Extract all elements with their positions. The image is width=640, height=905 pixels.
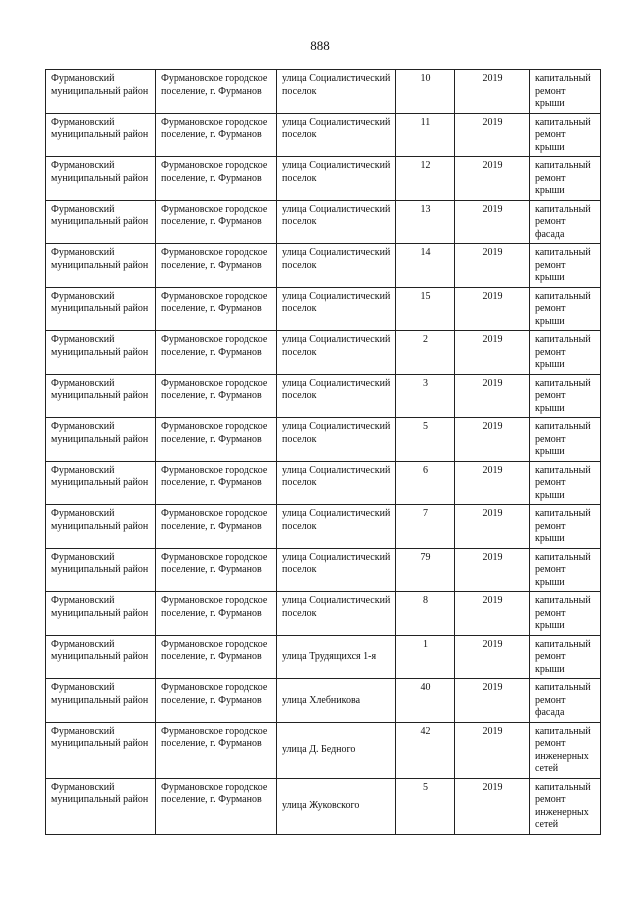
district-cell: Фурмановский муниципальный район: [46, 635, 156, 679]
house-number-cell: 8: [396, 592, 455, 636]
street-cell: улица Социалистический поселок: [277, 505, 396, 549]
table-row: [46, 722, 601, 778]
street-cell: улица Трудящихся 1-я: [277, 635, 396, 679]
year-cell: 2019: [455, 331, 530, 375]
house-number-cell: 11: [396, 113, 455, 157]
settlement-cell: Фурмановское городское поселение, г. Фурманов: [156, 331, 277, 375]
table-body: [46, 70, 601, 835]
housing-repair-table: [45, 69, 601, 835]
street-cell: улица Социалистический поселок: [277, 331, 396, 375]
year-cell: 2019: [455, 287, 530, 331]
year-cell: 2019: [455, 679, 530, 723]
table-row: [46, 592, 601, 636]
work-type-cell: капитальный ремонт крыши: [530, 461, 601, 505]
work-type-cell: капитальный ремонт крыши: [530, 592, 601, 636]
street-cell: улица Д. Бедного: [277, 722, 396, 778]
district-cell: Фурмановский муниципальный район: [46, 548, 156, 592]
settlement-cell: Фурмановское городское поселение, г. Фурманов: [156, 418, 277, 462]
street-cell: улица Хлебникова: [277, 679, 396, 723]
year-cell: 2019: [455, 722, 530, 778]
street-cell: улица Социалистический поселок: [277, 113, 396, 157]
work-type-cell: капитальный ремонт крыши: [530, 113, 601, 157]
work-type-cell: капитальный ремонт фасада: [530, 200, 601, 244]
settlement-cell: Фурмановское городское поселение, г. Фурманов: [156, 113, 277, 157]
work-type-cell: капитальный ремонт крыши: [530, 244, 601, 288]
district-cell: Фурмановский муниципальный район: [46, 418, 156, 462]
street-cell: улица Социалистический поселок: [277, 592, 396, 636]
district-cell: Фурмановский муниципальный район: [46, 70, 156, 114]
district-cell: Фурмановский муниципальный район: [46, 374, 156, 418]
settlement-cell: Фурмановское городское поселение, г. Фурманов: [156, 200, 277, 244]
table-row: [46, 374, 601, 418]
street-cell: улица Социалистический поселок: [277, 548, 396, 592]
work-type-cell: капитальный ремонт крыши: [530, 331, 601, 375]
district-cell: Фурмановский муниципальный район: [46, 505, 156, 549]
year-cell: 2019: [455, 113, 530, 157]
settlement-cell: Фурмановское городское поселение, г. Фурманов: [156, 778, 277, 834]
settlement-cell: Фурмановское городское поселение, г. Фурманов: [156, 679, 277, 723]
year-cell: 2019: [455, 548, 530, 592]
district-cell: Фурмановский муниципальный район: [46, 679, 156, 723]
table-row: [46, 548, 601, 592]
work-type-cell: капитальный ремонт фасада: [530, 679, 601, 723]
house-number-cell: 40: [396, 679, 455, 723]
year-cell: 2019: [455, 374, 530, 418]
work-type-cell: капитальный ремонт инженерных сетей: [530, 722, 601, 778]
work-type-cell: капитальный ремонт крыши: [530, 374, 601, 418]
house-number-cell: 13: [396, 200, 455, 244]
house-number-cell: 14: [396, 244, 455, 288]
settlement-cell: Фурмановское городское поселение, г. Фурманов: [156, 722, 277, 778]
table-row: [46, 635, 601, 679]
street-cell: улица Социалистический поселок: [277, 374, 396, 418]
year-cell: 2019: [455, 244, 530, 288]
street-cell: улица Социалистический поселок: [277, 287, 396, 331]
work-type-cell: капитальный ремонт крыши: [530, 635, 601, 679]
street-cell: улица Социалистический поселок: [277, 157, 396, 201]
district-cell: Фурмановский муниципальный район: [46, 778, 156, 834]
settlement-cell: Фурмановское городское поселение, г. Фурманов: [156, 461, 277, 505]
settlement-cell: Фурмановское городское поселение, г. Фурманов: [156, 635, 277, 679]
street-cell: улица Жуковского: [277, 778, 396, 834]
house-number-cell: 1: [396, 635, 455, 679]
year-cell: 2019: [455, 635, 530, 679]
settlement-cell: Фурмановское городское поселение, г. Фурманов: [156, 505, 277, 549]
settlement-cell: Фурмановское городское поселение, г. Фурманов: [156, 374, 277, 418]
house-number-cell: 7: [396, 505, 455, 549]
work-type-cell: капитальный ремонт крыши: [530, 505, 601, 549]
street-cell: улица Социалистический поселок: [277, 70, 396, 114]
year-cell: 2019: [455, 70, 530, 114]
table-row: [46, 461, 601, 505]
year-cell: 2019: [455, 778, 530, 834]
table-row: [46, 70, 601, 114]
house-number-cell: 5: [396, 778, 455, 834]
work-type-cell: капитальный ремонт крыши: [530, 418, 601, 462]
work-type-cell: капитальный ремонт крыши: [530, 157, 601, 201]
district-cell: Фурмановский муниципальный район: [46, 113, 156, 157]
table-row: [46, 244, 601, 288]
district-cell: Фурмановский муниципальный район: [46, 722, 156, 778]
settlement-cell: Фурмановское городское поселение, г. Фурманов: [156, 592, 277, 636]
house-number-cell: 3: [396, 374, 455, 418]
house-number-cell: 15: [396, 287, 455, 331]
table-row: [46, 287, 601, 331]
settlement-cell: Фурмановское городское поселение, г. Фурманов: [156, 244, 277, 288]
year-cell: 2019: [455, 157, 530, 201]
year-cell: 2019: [455, 200, 530, 244]
year-cell: 2019: [455, 592, 530, 636]
house-number-cell: 5: [396, 418, 455, 462]
house-number-cell: 2: [396, 331, 455, 375]
work-type-cell: капитальный ремонт инженерных сетей: [530, 778, 601, 834]
work-type-cell: капитальный ремонт крыши: [530, 548, 601, 592]
table-row: [46, 418, 601, 462]
street-cell: улица Социалистический поселок: [277, 461, 396, 505]
street-cell: улица Социалистический поселок: [277, 244, 396, 288]
year-cell: 2019: [455, 418, 530, 462]
year-cell: 2019: [455, 505, 530, 549]
work-type-cell: капитальный ремонт крыши: [530, 70, 601, 114]
district-cell: Фурмановский муниципальный район: [46, 331, 156, 375]
house-number-cell: 6: [396, 461, 455, 505]
district-cell: Фурмановский муниципальный район: [46, 287, 156, 331]
settlement-cell: Фурмановское городское поселение, г. Фурманов: [156, 70, 277, 114]
settlement-cell: Фурмановское городское поселение, г. Фурманов: [156, 287, 277, 331]
street-cell: улица Социалистический поселок: [277, 200, 396, 244]
work-type-cell: капитальный ремонт крыши: [530, 287, 601, 331]
table-row: [46, 778, 601, 834]
district-cell: Фурмановский муниципальный район: [46, 592, 156, 636]
district-cell: Фурмановский муниципальный район: [46, 200, 156, 244]
street-cell: улица Социалистический поселок: [277, 418, 396, 462]
house-number-cell: 12: [396, 157, 455, 201]
settlement-cell: Фурмановское городское поселение, г. Фурманов: [156, 548, 277, 592]
house-number-cell: 79: [396, 548, 455, 592]
table-row: [46, 113, 601, 157]
settlement-cell: Фурмановское городское поселение, г. Фурманов: [156, 157, 277, 201]
district-cell: Фурмановский муниципальный район: [46, 244, 156, 288]
house-number-cell: 10: [396, 70, 455, 114]
table-row: [46, 200, 601, 244]
house-number-cell: 42: [396, 722, 455, 778]
page-number: 888: [310, 38, 330, 53]
district-cell: Фурмановский муниципальный район: [46, 461, 156, 505]
year-cell: 2019: [455, 461, 530, 505]
table-row: [46, 505, 601, 549]
table-row: [46, 679, 601, 723]
district-cell: Фурмановский муниципальный район: [46, 157, 156, 201]
table-row: [46, 157, 601, 201]
table-row: [46, 331, 601, 375]
